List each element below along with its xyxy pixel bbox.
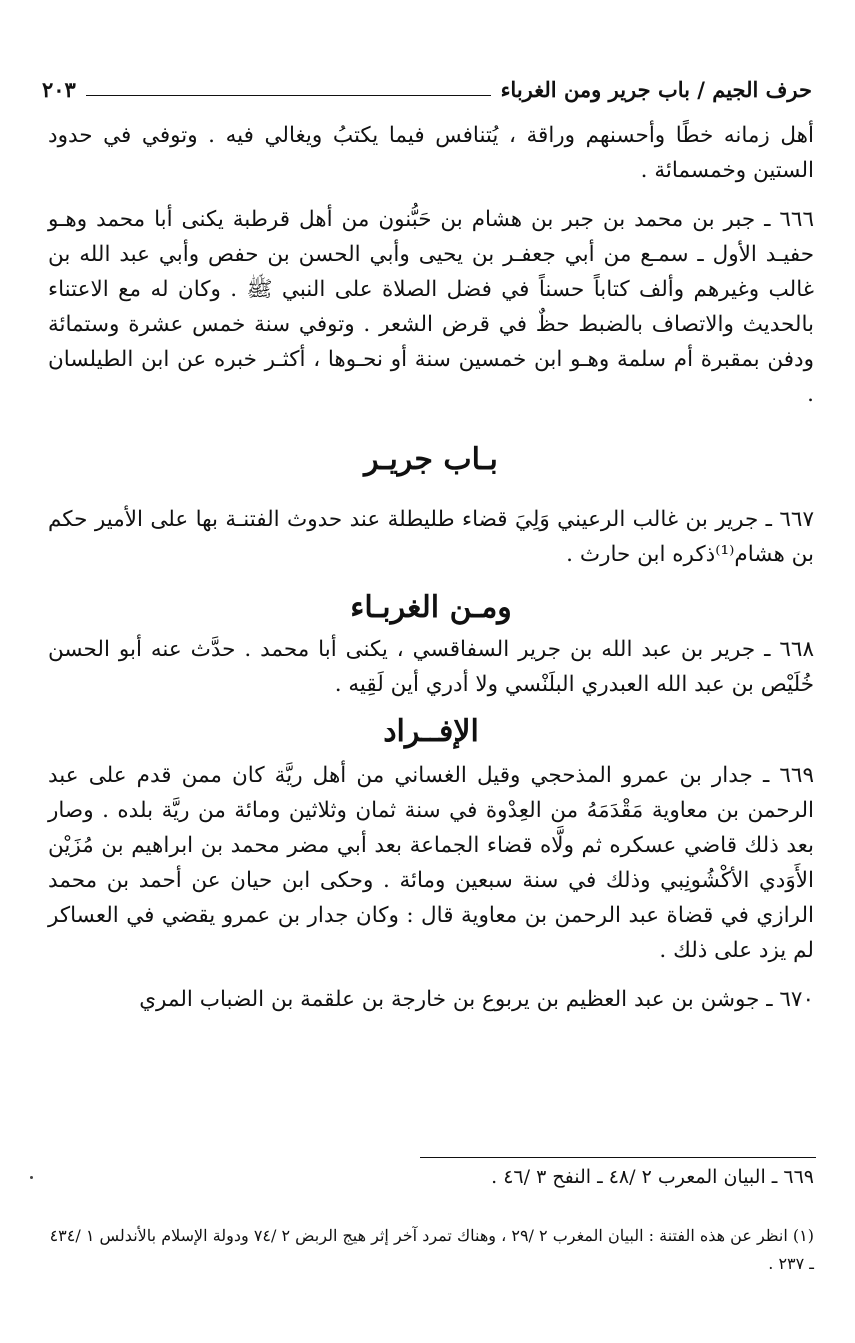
entry-666: ٦٦٦ ـ جبر بن محمد بن جبر بن هشام بن حَبُّنون من أهل قرطبة يكنى أبا محمد وهـو حفيـد الأول ـ سمـع من أبي جعفـر بن يحيى وأبي الحسن بن حفص وأبي عبد الله بن غالب وغيرهم وألف كتاباً حسناً في فضل الصلاة على النبي ﷺ . وكان له مع الاعتناء بالحديث والاتصاف بالضبط حظٌ في قرض الشعر . وتوفي سنة خمس عشرة وستمائة ودفن بمقبرة أم سلمة وهـو ابن خمسين سنة أو نحـوها ، أكثـر خبره عن ابن الطيلسان .: [48, 207, 814, 407]
running-header: [42, 72, 812, 106]
entry-668: ٦٦٨ ـ جرير بن عبد الله بن جرير السفاقسي ، يكنى أبا محمد . حدَّث عنه أبو الحسن خُلَيْص بن عبد الله العبدري البلَنْسي ولا أدري أين لَقِيه .: [48, 637, 814, 697]
scan-speck: [30, 1176, 33, 1179]
entry-669: ٦٦٩ ـ جدار بن عمرو المذحجي وقيل الغساني من أهل ريَّة كان ممن قدم على عبد الرحمن بن معاوية مَقْدَمَهُ من العِدْوة في سنة ثمان وثلاثين ومائة من ريَّة بلده . وصار بعد ذلك قاضي عسكره ثم ولَّاه قضاء الجماعة بعد أبي مضر محمد بن ابراهيم بن مُزَيْن الأَوَدي الأكْشُونِبي وذلك في سنة سبعين ومائة . وحكى ابن حيان عن أحمد بن محمد الرازي في قضاة عبد الرحمن بن معاوية قال : وكان جدار بن عمرو يقضي في العساكر لم يزد على ذلك .: [48, 763, 814, 963]
section-heading-bab-jarir: بـاب جريـر: [364, 442, 498, 477]
entry-667: ٦٦٧ ـ جرير بن غالب الرعيني وَلِيَ قضاء طليطلة عند حدوث الفتنـة بها على الأمير حكم بن هشام⁽¹⁾ذكره ابن حارث .: [48, 507, 814, 567]
section-heading-ifrad: الإفــراد: [383, 714, 479, 749]
page-number: ٢٠٣: [42, 76, 76, 102]
page-body: [48, 118, 814, 1025]
footnote-1: (١) انظر عن هذه الفتنة : البيان المغرب ٢ /٢٩ ، وهناك تمرد آخر إثر هيج الربض ٢ /٧٤ ودولة الإسلام بالأندلس ١ /٤٣٤ ـ ٢٣٧ .: [49, 1226, 814, 1273]
footnote-separator: [420, 1157, 816, 1158]
continued-paragraph: أهل زمانه خطًا وأحسنهم وراقة ، يُتنافس فيما يكتبُ ويغالي فيه . وتوفي في حدود الستين وخمسمائة .: [48, 123, 814, 183]
footnote-sources-669: ٦٦٩ ـ البيان المعرب ٢ /٤٨ ـ النفح ٣ /٤٦ .: [491, 1166, 814, 1188]
entry-670: ٦٧٠ ـ جوشن بن عبد العظيم بن يربوع بن خارجة بن علقمة بن الضباب المري: [139, 987, 814, 1012]
header-rule: [86, 95, 491, 96]
section-heading-min-ghuraba: ومـن الغربـاء: [350, 590, 512, 625]
header-title: حرف الجيم / باب جرير ومن الغرباء: [500, 76, 812, 102]
